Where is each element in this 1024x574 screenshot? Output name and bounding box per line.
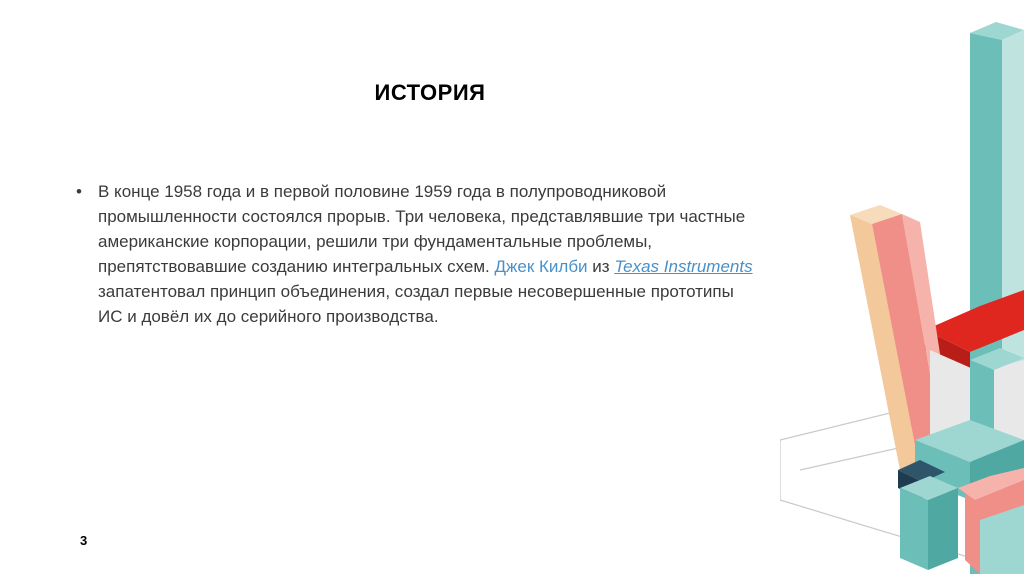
cube-right [928, 488, 958, 570]
slide-title: ИСТОРИЯ [374, 80, 486, 105]
link-jack-kilby[interactable]: Джек Килби [494, 257, 588, 276]
page-number: 3 [80, 533, 88, 548]
bullet-icon: • [76, 182, 82, 201]
paragraph-text-3: запатентовал принцип объединения, создал первые несовершенные прототипы ИС и довёл их до серийного производства. [98, 282, 734, 326]
bullet-paragraph [98, 179, 756, 329]
bullet-item [76, 179, 756, 329]
cube-left [900, 488, 928, 570]
link-texas-instruments[interactable]: Texas Instruments [614, 257, 753, 276]
slide-body [76, 179, 756, 329]
paragraph-text-1: В конце 1958 года и в первой половине 1959 года в полупроводниковой промышленности состоялся прорыв. Три человека, представлявшие три частные американские корпорации, решили три фундаментальные проблемы, препятствовавшие созданию интегральных схем. [98, 182, 746, 276]
paragraph-text-2: из [587, 257, 615, 276]
isometric-blocks-illustration [780, 0, 1024, 574]
